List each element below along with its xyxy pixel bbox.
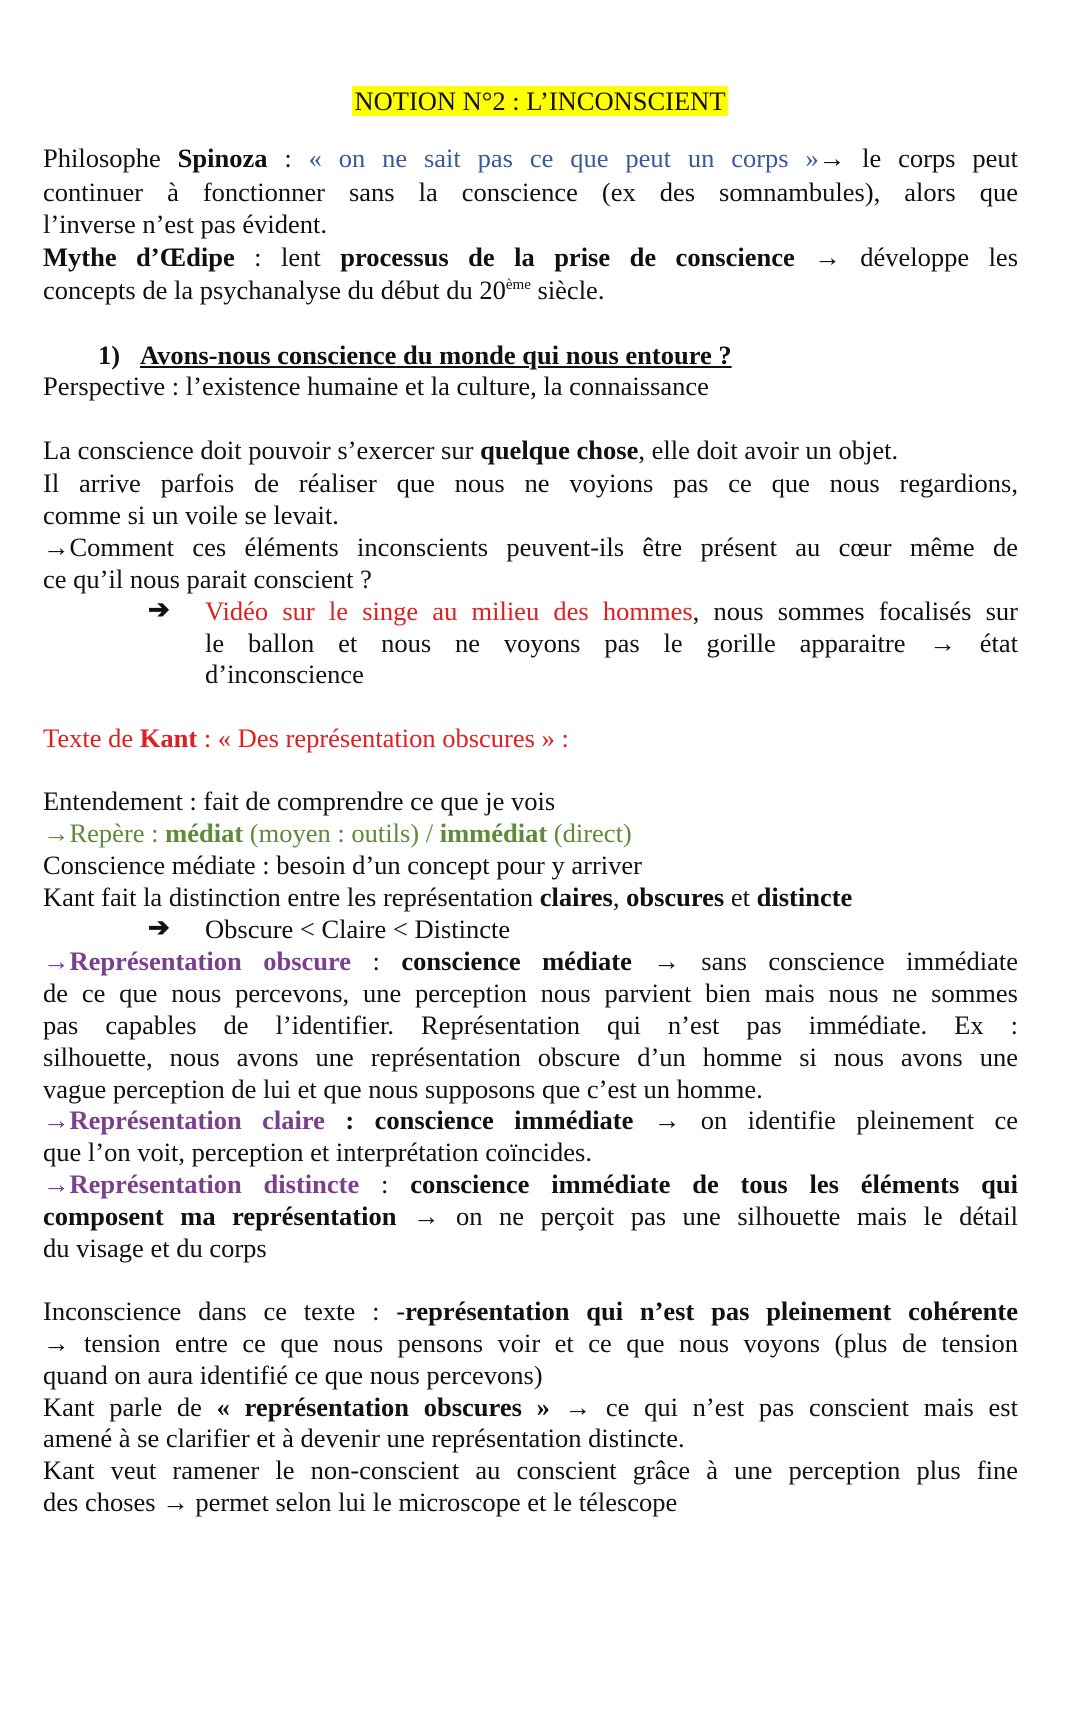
claire-line-1: →Représentation claire : conscience immédiate → on identifie pleinement ce xyxy=(43,1105,1019,1135)
arrow-bullet-icon: ➔ xyxy=(148,595,170,624)
perspective-line: Perspective : l’existence humaine et la culture, la connaissance xyxy=(43,371,709,401)
repere-line: →Repère : médiat (moyen : outils) / immédiat (direct) xyxy=(43,818,632,848)
page-title: NOTION N°2 : L’INCONSCIENT xyxy=(354,86,726,116)
bullet-line-2: le ballon et nous ne voyons pas le gorille apparaitre → état xyxy=(205,628,1018,658)
arrow-bullet-icon: ➔ xyxy=(148,913,170,942)
distincte-line-3: du visage et du corps xyxy=(43,1233,267,1263)
conscience-mediate-line: Conscience médiate : besoin d’un concept pour y arriver xyxy=(43,850,642,880)
obscure-line-5: vague perception de lui et que nous supposons que c’est un homme. xyxy=(43,1074,763,1104)
obscure-line-3: pas capables de l’identifier. Représentation qui n’est pas immédiate. Ex : xyxy=(43,1010,1018,1040)
distincte-line-2: composent ma représentation → on ne perçoit pas une silhouette mais le détail xyxy=(43,1201,1018,1231)
title-block xyxy=(0,84,1080,118)
para2-line-1: La conscience doit pouvoir s’exercer sur quelque chose, elle doit avoir un objet. xyxy=(43,435,899,465)
para2-line-3: comme si un voile se levait. xyxy=(43,500,339,530)
intro-line-3: l’inverse n’est pas évident. xyxy=(43,209,328,239)
bullet-line-3: d’inconscience xyxy=(205,659,364,689)
kant-title: Texte de Kant : « Des représentation obscures » : xyxy=(43,723,569,753)
section-heading: 1) Avons-nous conscience du monde qui nous entoure ? xyxy=(98,340,732,370)
entendement-line: Entendement : fait de comprendre ce que je vois xyxy=(43,786,556,816)
para2-line-5: ce qu’il nous parait conscient ? xyxy=(43,564,372,594)
obscure-line-4: silhouette, nous avons une représentation obscure d’un homme si nous avons une xyxy=(43,1042,1018,1072)
obscure-line-1: →Représentation obscure : conscience médiate → sans conscience immédiate xyxy=(43,946,1018,976)
kant-veut-line-2: des choses → permet selon lui le microscope et le télescope xyxy=(43,1487,678,1517)
para2-line-2: Il arrive parfois de réaliser que nous ne voyions pas ce que nous regardions, xyxy=(43,468,1018,498)
kant-veut-line-1: Kant veut ramener le non-conscient au conscient grâce à une perception plus fine xyxy=(43,1455,1018,1485)
intro-line-2: continuer à fonctionner sans la conscience (ex des somnambules), alors que xyxy=(43,177,1018,207)
para2-line-4: →Comment ces éléments inconscients peuvent-ils être présent au cœur même de xyxy=(43,532,1018,562)
claire-line-2: que l’on voit, perception et interprétation coïncides. xyxy=(43,1137,592,1167)
inconscience-line-2: → tension entre ce que nous pensons voir et ce que nous voyons (plus de tension xyxy=(43,1328,1018,1358)
kant-parle-line-1: Kant parle de « représentation obscures » → ce qui n’est pas conscient mais est xyxy=(43,1392,1018,1422)
spinoza-quote: « on ne sait pas ce que peut un corps » xyxy=(308,143,819,173)
obscure-line-2: de ce que nous percevons, une perception nous parvient bien mais nous ne sommes xyxy=(43,978,1018,1008)
kant-parle-line-2: amené à se clarifier et à devenir une représentation distincte. xyxy=(43,1423,685,1453)
order-line: Obscure < Claire < Distincte xyxy=(205,914,511,944)
distinction-line: Kant fait la distinction entre les représentation claires, obscures et distincte xyxy=(43,882,853,912)
oedipe-line-1: Mythe d’Œdipe : lent processus de la prise de conscience → développe les xyxy=(43,242,1019,272)
inconscience-line-3: quand on aura identifié ce que nous percevons) xyxy=(43,1360,543,1390)
distincte-line-1: →Représentation distincte : conscience immédiate de tous les éléments qui xyxy=(43,1169,1018,1199)
intro-line-1: Philosophe Spinoza : « on ne sait pas ce que peut un corps »→ le corps peut xyxy=(43,143,1018,173)
oedipe-line-2: concepts de la psychanalyse du début du 20ème siècle. xyxy=(43,275,605,305)
bullet-line-1: Vidéo sur le singe au milieu des hommes, nous sommes focalisés sur xyxy=(205,596,1019,626)
inconscience-line-1: Inconscience dans ce texte : -représentation qui n’est pas pleinement cohérente xyxy=(43,1296,1018,1326)
